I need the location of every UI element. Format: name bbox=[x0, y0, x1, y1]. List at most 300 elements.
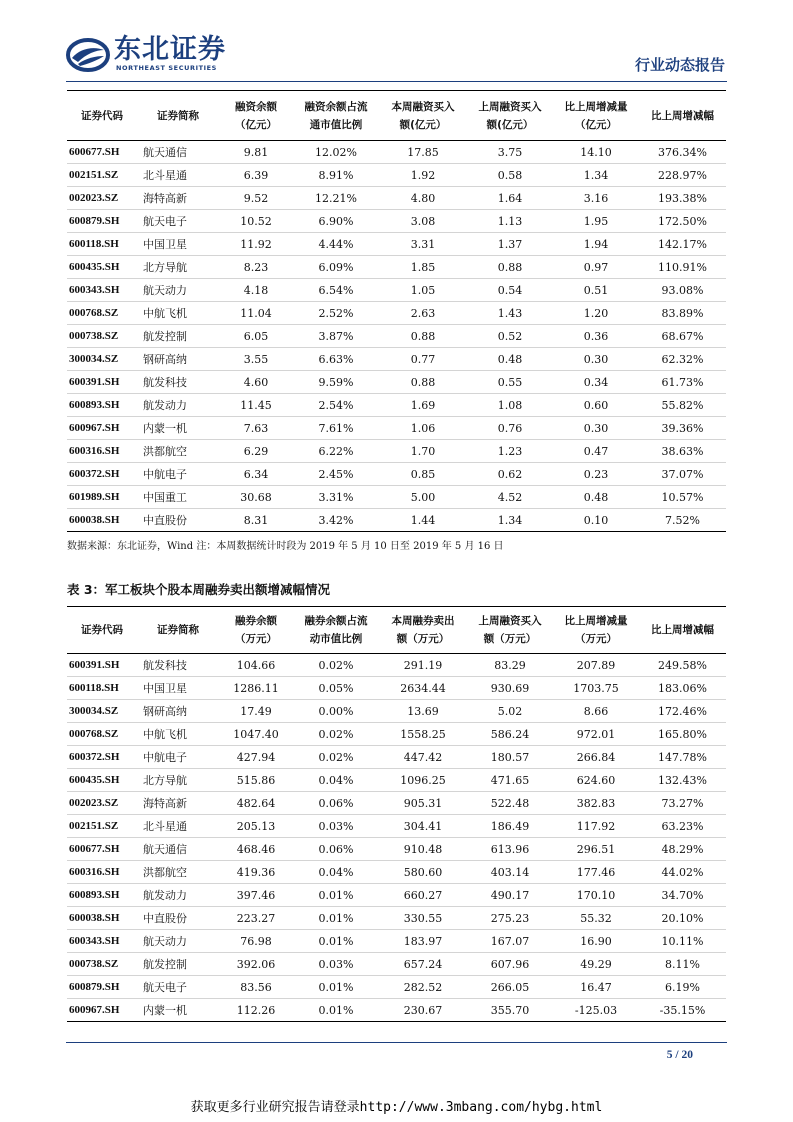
value-cell: 112.26 bbox=[219, 999, 293, 1022]
value-cell: 172.46% bbox=[639, 700, 726, 723]
column-header: 证券代码 bbox=[81, 109, 123, 122]
value-cell: -35.15% bbox=[639, 999, 726, 1022]
value-cell: 355.70 bbox=[467, 999, 553, 1022]
value-cell: 177.46 bbox=[553, 861, 639, 884]
value-cell: 83.89% bbox=[639, 302, 726, 325]
stock-name-cell: 北斗星通 bbox=[137, 164, 219, 187]
value-cell: 0.51 bbox=[553, 279, 639, 302]
value-cell: 7.61% bbox=[293, 417, 379, 440]
value-cell: 397.46 bbox=[219, 884, 293, 907]
value-cell: 11.92 bbox=[219, 233, 293, 256]
value-cell: 3.87% bbox=[293, 325, 379, 348]
value-cell: 0.03% bbox=[293, 953, 379, 976]
value-cell: 2634.44 bbox=[379, 677, 467, 700]
value-cell: 1.06 bbox=[379, 417, 467, 440]
value-cell: 38.63% bbox=[639, 440, 726, 463]
value-cell: 0.01% bbox=[293, 930, 379, 953]
stock-code-cell: 300034.SZ bbox=[67, 348, 137, 371]
stock-name-cell: 北方导航 bbox=[137, 769, 219, 792]
value-cell: 266.05 bbox=[467, 976, 553, 999]
value-cell: 17.49 bbox=[219, 700, 293, 723]
stock-code-cell: 000768.SZ bbox=[67, 723, 137, 746]
table-header-row bbox=[67, 607, 726, 654]
column-header: 融券余额 （万元） bbox=[235, 615, 277, 645]
stock-name-cell: 洪都航空 bbox=[137, 440, 219, 463]
report-type-label: 行业动态报告 bbox=[634, 56, 725, 74]
value-cell: 2.52% bbox=[293, 302, 379, 325]
stock-name-cell: 海特高新 bbox=[137, 792, 219, 815]
stock-code-cell: 600343.SH bbox=[67, 930, 137, 953]
stock-code-cell: 000768.SZ bbox=[67, 302, 137, 325]
column-header: 上周融资买入 额(亿元） bbox=[478, 100, 542, 131]
value-cell: 37.07% bbox=[639, 463, 726, 486]
value-cell: 972.01 bbox=[553, 723, 639, 746]
value-cell: 48.29% bbox=[639, 838, 726, 861]
value-cell: 0.47 bbox=[553, 440, 639, 463]
column-header: 比上周增减量 （亿元） bbox=[564, 100, 628, 131]
value-cell: 515.86 bbox=[219, 769, 293, 792]
value-cell: 110.91% bbox=[639, 256, 726, 279]
value-cell: 304.41 bbox=[379, 815, 467, 838]
value-cell: 17.85 bbox=[379, 141, 467, 164]
table-row bbox=[67, 723, 726, 746]
stock-code-cell: 002023.SZ bbox=[67, 187, 137, 210]
stock-name-cell: 航发科技 bbox=[137, 371, 219, 394]
stock-code-cell: 600677.SH bbox=[67, 838, 137, 861]
value-cell: 83.29 bbox=[467, 654, 553, 677]
stock-code-cell: 600372.SH bbox=[67, 463, 137, 486]
value-cell: 0.52 bbox=[467, 325, 553, 348]
promo-link-text[interactable]: 获取更多行业研究报告请登录http://www.3mbang.com/hybg.html bbox=[190, 1100, 603, 1115]
value-cell: 392.06 bbox=[219, 953, 293, 976]
value-cell: 7.63 bbox=[219, 417, 293, 440]
value-cell: 165.80% bbox=[639, 723, 726, 746]
value-cell: 147.78% bbox=[639, 746, 726, 769]
column-header: 比上周增减幅 bbox=[651, 109, 714, 122]
value-cell: 1286.11 bbox=[219, 677, 293, 700]
value-cell: 3.75 bbox=[467, 141, 553, 164]
value-cell: 11.45 bbox=[219, 394, 293, 417]
stock-name-cell: 航天电子 bbox=[137, 976, 219, 999]
stock-name-cell: 航天电子 bbox=[137, 210, 219, 233]
value-cell: 16.90 bbox=[553, 930, 639, 953]
column-header: 本周融券卖出 额（万元） bbox=[391, 615, 455, 645]
value-cell: 1703.75 bbox=[553, 677, 639, 700]
value-cell: 0.06% bbox=[293, 792, 379, 815]
stock-name-cell: 航发控制 bbox=[137, 325, 219, 348]
value-cell: 4.52 bbox=[467, 486, 553, 509]
value-cell: 5.00 bbox=[379, 486, 467, 509]
value-cell: 1.92 bbox=[379, 164, 467, 187]
value-cell: 0.48 bbox=[553, 486, 639, 509]
stock-name-cell: 中直股份 bbox=[137, 907, 219, 930]
value-cell: 0.55 bbox=[467, 371, 553, 394]
value-cell: 2.63 bbox=[379, 302, 467, 325]
value-cell: 657.24 bbox=[379, 953, 467, 976]
table-row bbox=[67, 677, 726, 700]
stock-name-cell: 钢研高纳 bbox=[137, 700, 219, 723]
stock-name-cell: 中航电子 bbox=[137, 746, 219, 769]
value-cell: 3.16 bbox=[553, 187, 639, 210]
stock-code-cell: 600879.SH bbox=[67, 210, 137, 233]
value-cell: 193.38% bbox=[639, 187, 726, 210]
value-cell: 0.04% bbox=[293, 861, 379, 884]
value-cell: 183.06% bbox=[639, 677, 726, 700]
value-cell: 117.92 bbox=[553, 815, 639, 838]
table-row bbox=[67, 164, 726, 187]
stock-code-cell: 600316.SH bbox=[67, 861, 137, 884]
value-cell: 205.13 bbox=[219, 815, 293, 838]
value-cell: 0.88 bbox=[379, 371, 467, 394]
stock-name-cell: 内蒙一机 bbox=[137, 417, 219, 440]
value-cell: 9.81 bbox=[219, 141, 293, 164]
value-cell: 1.70 bbox=[379, 440, 467, 463]
stock-name-cell: 中国重工 bbox=[137, 486, 219, 509]
table-row bbox=[67, 302, 726, 325]
value-cell: 8.91% bbox=[293, 164, 379, 187]
stock-name-cell: 航发动力 bbox=[137, 884, 219, 907]
value-cell: 0.36 bbox=[553, 325, 639, 348]
value-cell: 376.34% bbox=[639, 141, 726, 164]
stock-code-cell: 600343.SH bbox=[67, 279, 137, 302]
table-row bbox=[67, 953, 726, 976]
table-row bbox=[67, 700, 726, 723]
value-cell: 44.02% bbox=[639, 861, 726, 884]
value-cell: 10.52 bbox=[219, 210, 293, 233]
value-cell: 296.51 bbox=[553, 838, 639, 861]
table-row bbox=[67, 141, 726, 164]
table-row bbox=[67, 463, 726, 486]
value-cell: 0.88 bbox=[467, 256, 553, 279]
value-cell: 20.10% bbox=[639, 907, 726, 930]
page-header bbox=[0, 0, 793, 88]
value-cell: 1.85 bbox=[379, 256, 467, 279]
table-row bbox=[67, 233, 726, 256]
stock-code-cell: 600316.SH bbox=[67, 440, 137, 463]
table-row bbox=[67, 815, 726, 838]
value-cell: 2.54% bbox=[293, 394, 379, 417]
column-header: 融资余额占流 通市值比例 bbox=[304, 100, 368, 131]
value-cell: 4.80 bbox=[379, 187, 467, 210]
value-cell: 0.02% bbox=[293, 654, 379, 677]
value-cell: 1.94 bbox=[553, 233, 639, 256]
table-row bbox=[67, 187, 726, 210]
value-cell: 186.49 bbox=[467, 815, 553, 838]
footer-divider bbox=[66, 1042, 727, 1043]
value-cell: 1.08 bbox=[467, 394, 553, 417]
table-row bbox=[67, 930, 726, 953]
value-cell: 0.23 bbox=[553, 463, 639, 486]
value-cell: 471.65 bbox=[467, 769, 553, 792]
value-cell: 330.55 bbox=[379, 907, 467, 930]
data-source-note: 数据来源：东北证券，Wind 注：本周数据统计时段为 2019 年 5 月 10 日至 2019 年 5 月 16 日 bbox=[67, 541, 504, 552]
value-cell: 12.21% bbox=[293, 187, 379, 210]
stock-name-cell: 航天动力 bbox=[137, 930, 219, 953]
stock-code-cell: 600391.SH bbox=[67, 654, 137, 677]
value-cell: 8.11% bbox=[639, 953, 726, 976]
value-cell: 0.60 bbox=[553, 394, 639, 417]
value-cell: 0.03% bbox=[293, 815, 379, 838]
value-cell: 8.31 bbox=[219, 509, 293, 532]
value-cell: 1.69 bbox=[379, 394, 467, 417]
value-cell: 1.20 bbox=[553, 302, 639, 325]
column-header: 比上周增减幅 bbox=[651, 624, 714, 636]
value-cell: 3.55 bbox=[219, 348, 293, 371]
value-cell: 183.97 bbox=[379, 930, 467, 953]
value-cell: 1.13 bbox=[467, 210, 553, 233]
value-cell: 16.47 bbox=[553, 976, 639, 999]
stock-code-cell: 600893.SH bbox=[67, 884, 137, 907]
value-cell: 905.31 bbox=[379, 792, 467, 815]
value-cell: 586.24 bbox=[467, 723, 553, 746]
value-cell: 1.64 bbox=[467, 187, 553, 210]
page-number: 5 / 20 bbox=[666, 1049, 693, 1061]
value-cell: 1558.25 bbox=[379, 723, 467, 746]
table-row bbox=[67, 509, 726, 532]
value-cell: 1096.25 bbox=[379, 769, 467, 792]
stock-code-cell: 002151.SZ bbox=[67, 815, 137, 838]
value-cell: 167.07 bbox=[467, 930, 553, 953]
value-cell: 419.36 bbox=[219, 861, 293, 884]
value-cell: 13.69 bbox=[379, 700, 467, 723]
value-cell: 0.54 bbox=[467, 279, 553, 302]
table-row bbox=[67, 769, 726, 792]
value-cell: 207.89 bbox=[553, 654, 639, 677]
value-cell: 1047.40 bbox=[219, 723, 293, 746]
value-cell: 0.01% bbox=[293, 999, 379, 1022]
value-cell: 482.64 bbox=[219, 792, 293, 815]
value-cell: 0.01% bbox=[293, 907, 379, 930]
value-cell: 142.17% bbox=[639, 233, 726, 256]
stock-name-cell: 航发动力 bbox=[137, 394, 219, 417]
value-cell: 0.77 bbox=[379, 348, 467, 371]
value-cell: 1.44 bbox=[379, 509, 467, 532]
value-cell: 1.37 bbox=[467, 233, 553, 256]
value-cell: 580.60 bbox=[379, 861, 467, 884]
value-cell: 427.94 bbox=[219, 746, 293, 769]
value-cell: 14.10 bbox=[553, 141, 639, 164]
column-header: 证券简称 bbox=[157, 109, 199, 122]
stock-code-cell: 600967.SH bbox=[67, 417, 137, 440]
table-row bbox=[67, 976, 726, 999]
value-cell: 4.44% bbox=[293, 233, 379, 256]
value-cell: 83.56 bbox=[219, 976, 293, 999]
short-sell-table bbox=[67, 606, 726, 1022]
value-cell: 403.14 bbox=[467, 861, 553, 884]
value-cell: 7.52% bbox=[639, 509, 726, 532]
value-cell: 4.60 bbox=[219, 371, 293, 394]
stock-name-cell: 钢研高纳 bbox=[137, 348, 219, 371]
header-divider bbox=[66, 81, 727, 82]
value-cell: 275.23 bbox=[467, 907, 553, 930]
northeast-securities-logo-icon bbox=[66, 38, 110, 72]
stock-code-cell: 600038.SH bbox=[67, 509, 137, 532]
value-cell: 490.17 bbox=[467, 884, 553, 907]
stock-name-cell: 中航电子 bbox=[137, 463, 219, 486]
value-cell: 3.08 bbox=[379, 210, 467, 233]
table-row bbox=[67, 838, 726, 861]
value-cell: 61.73% bbox=[639, 371, 726, 394]
table-row bbox=[67, 325, 726, 348]
stock-name-cell: 内蒙一机 bbox=[137, 999, 219, 1022]
value-cell: 76.98 bbox=[219, 930, 293, 953]
value-cell: 0.04% bbox=[293, 769, 379, 792]
value-cell: 68.67% bbox=[639, 325, 726, 348]
value-cell: 10.57% bbox=[639, 486, 726, 509]
table-row bbox=[67, 348, 726, 371]
value-cell: 0.34 bbox=[553, 371, 639, 394]
table-row bbox=[67, 486, 726, 509]
stock-name-cell: 中直股份 bbox=[137, 509, 219, 532]
stock-code-cell: 600118.SH bbox=[67, 677, 137, 700]
value-cell: 0.30 bbox=[553, 348, 639, 371]
value-cell: 0.62 bbox=[467, 463, 553, 486]
value-cell: 266.84 bbox=[553, 746, 639, 769]
column-header: 融券余额占流 动市值比例 bbox=[304, 615, 368, 645]
column-header: 上周融资买入 额（万元） bbox=[478, 615, 542, 645]
value-cell: 6.54% bbox=[293, 279, 379, 302]
logo-chinese-name: 东北证券 bbox=[114, 34, 226, 65]
value-cell: 34.70% bbox=[639, 884, 726, 907]
table-row bbox=[67, 256, 726, 279]
value-cell: 6.63% bbox=[293, 348, 379, 371]
value-cell: 1.23 bbox=[467, 440, 553, 463]
stock-code-cell: 002151.SZ bbox=[67, 164, 137, 187]
column-header: 融资余额 （亿元） bbox=[235, 100, 277, 131]
value-cell: 55.32 bbox=[553, 907, 639, 930]
column-header: 证券代码 bbox=[81, 624, 123, 636]
value-cell: 291.19 bbox=[379, 654, 467, 677]
value-cell: 8.66 bbox=[553, 700, 639, 723]
value-cell: 11.04 bbox=[219, 302, 293, 325]
value-cell: 0.10 bbox=[553, 509, 639, 532]
value-cell: 6.29 bbox=[219, 440, 293, 463]
stock-code-cell: 002023.SZ bbox=[67, 792, 137, 815]
table-row bbox=[67, 999, 726, 1022]
value-cell: 0.01% bbox=[293, 884, 379, 907]
value-cell: 660.27 bbox=[379, 884, 467, 907]
value-cell: 9.52 bbox=[219, 187, 293, 210]
value-cell: 180.57 bbox=[467, 746, 553, 769]
stock-name-cell: 中航飞机 bbox=[137, 302, 219, 325]
value-cell: 249.58% bbox=[639, 654, 726, 677]
stock-name-cell: 北斗星通 bbox=[137, 815, 219, 838]
stock-code-cell: 000738.SZ bbox=[67, 325, 137, 348]
table-row bbox=[67, 884, 726, 907]
stock-code-cell: 601989.SH bbox=[67, 486, 137, 509]
stock-code-cell: 600038.SH bbox=[67, 907, 137, 930]
value-cell: 73.27% bbox=[639, 792, 726, 815]
table-row bbox=[67, 371, 726, 394]
value-cell: 447.42 bbox=[379, 746, 467, 769]
value-cell: 0.05% bbox=[293, 677, 379, 700]
value-cell: 5.02 bbox=[467, 700, 553, 723]
value-cell: 228.97% bbox=[639, 164, 726, 187]
stock-name-cell: 北方导航 bbox=[137, 256, 219, 279]
value-cell: 62.32% bbox=[639, 348, 726, 371]
value-cell: 607.96 bbox=[467, 953, 553, 976]
stock-code-cell: 600372.SH bbox=[67, 746, 137, 769]
value-cell: 93.08% bbox=[639, 279, 726, 302]
stock-code-cell: 600677.SH bbox=[67, 141, 137, 164]
value-cell: 1.34 bbox=[553, 164, 639, 187]
value-cell: 382.83 bbox=[553, 792, 639, 815]
value-cell: 522.48 bbox=[467, 792, 553, 815]
stock-code-cell: 600391.SH bbox=[67, 371, 137, 394]
value-cell: 6.39 bbox=[219, 164, 293, 187]
stock-name-cell: 航发科技 bbox=[137, 654, 219, 677]
table-row bbox=[67, 792, 726, 815]
value-cell: 6.05 bbox=[219, 325, 293, 348]
value-cell: 0.97 bbox=[553, 256, 639, 279]
stock-name-cell: 海特高新 bbox=[137, 187, 219, 210]
table-row bbox=[67, 210, 726, 233]
stock-name-cell: 洪都航空 bbox=[137, 861, 219, 884]
value-cell: 223.27 bbox=[219, 907, 293, 930]
value-cell: 0.06% bbox=[293, 838, 379, 861]
value-cell: 1.34 bbox=[467, 509, 553, 532]
stock-code-cell: 600967.SH bbox=[67, 999, 137, 1022]
value-cell: 3.31% bbox=[293, 486, 379, 509]
value-cell: 1.43 bbox=[467, 302, 553, 325]
value-cell: 12.02% bbox=[293, 141, 379, 164]
value-cell: 6.90% bbox=[293, 210, 379, 233]
value-cell: 624.60 bbox=[553, 769, 639, 792]
value-cell: 6.22% bbox=[293, 440, 379, 463]
value-cell: 910.48 bbox=[379, 838, 467, 861]
stock-name-cell: 航天动力 bbox=[137, 279, 219, 302]
stock-code-cell: 600118.SH bbox=[67, 233, 137, 256]
stock-code-cell: 600893.SH bbox=[67, 394, 137, 417]
value-cell: 49.29 bbox=[553, 953, 639, 976]
value-cell: 6.09% bbox=[293, 256, 379, 279]
value-cell: 0.30 bbox=[553, 417, 639, 440]
value-cell: 172.50% bbox=[639, 210, 726, 233]
value-cell: 3.42% bbox=[293, 509, 379, 532]
stock-name-cell: 航天通信 bbox=[137, 838, 219, 861]
value-cell: 930.69 bbox=[467, 677, 553, 700]
logo-english-name: NORTHEAST SECURITIES bbox=[116, 64, 217, 72]
value-cell: 1.05 bbox=[379, 279, 467, 302]
stock-name-cell: 中国卫星 bbox=[137, 233, 219, 256]
stock-code-cell: 600435.SH bbox=[67, 256, 137, 279]
value-cell: 4.18 bbox=[219, 279, 293, 302]
value-cell: 39.36% bbox=[639, 417, 726, 440]
value-cell: -125.03 bbox=[553, 999, 639, 1022]
table-row bbox=[67, 907, 726, 930]
financing-buy-table bbox=[67, 90, 726, 532]
stock-name-cell: 航发控制 bbox=[137, 953, 219, 976]
stock-code-cell: 300034.SZ bbox=[67, 700, 137, 723]
value-cell: 613.96 bbox=[467, 838, 553, 861]
column-header: 本周融资买入 额(亿元） bbox=[391, 100, 455, 131]
value-cell: 3.31 bbox=[379, 233, 467, 256]
value-cell: 30.68 bbox=[219, 486, 293, 509]
value-cell: 0.48 bbox=[467, 348, 553, 371]
value-cell: 0.85 bbox=[379, 463, 467, 486]
value-cell: 132.43% bbox=[639, 769, 726, 792]
table-header-row bbox=[67, 91, 726, 141]
value-cell: 0.58 bbox=[467, 164, 553, 187]
table-row bbox=[67, 417, 726, 440]
value-cell: 9.59% bbox=[293, 371, 379, 394]
table-row bbox=[67, 279, 726, 302]
table-row bbox=[67, 861, 726, 884]
value-cell: 468.46 bbox=[219, 838, 293, 861]
column-header: 比上周增减量 （万元） bbox=[564, 615, 628, 645]
table-row bbox=[67, 440, 726, 463]
value-cell: 0.02% bbox=[293, 746, 379, 769]
